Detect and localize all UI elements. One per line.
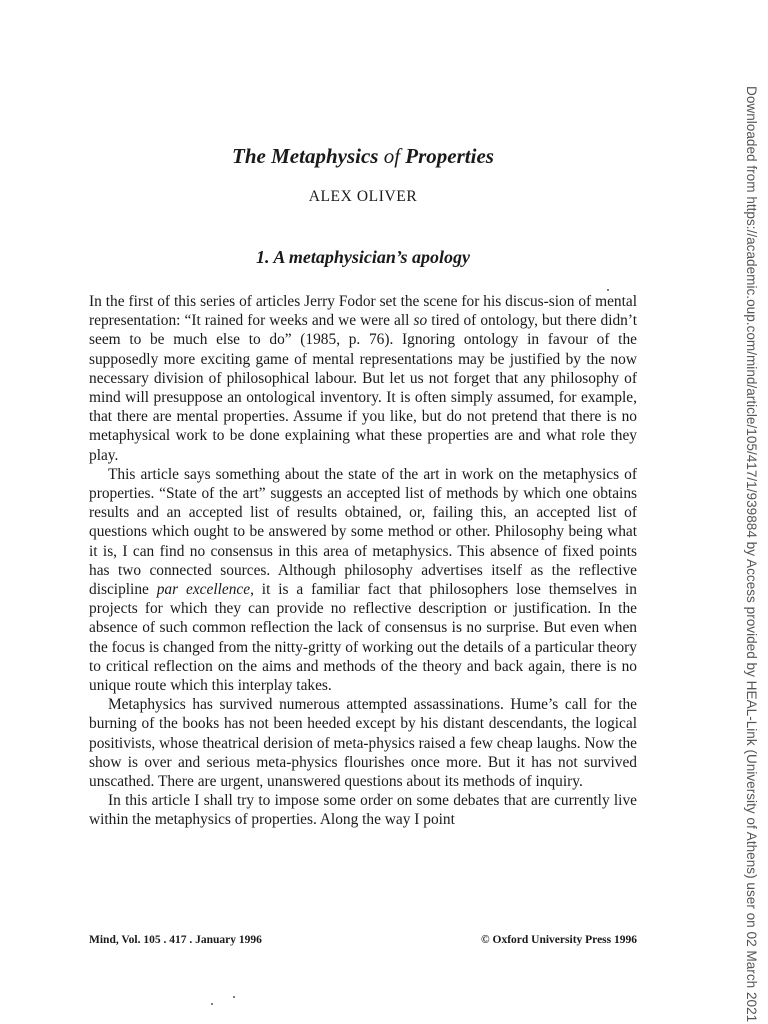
scan-speck <box>233 996 235 998</box>
article-body <box>89 292 637 830</box>
journal-citation: Mind, Vol. 105 . 417 . January 1996 <box>89 934 262 946</box>
text-run: This article says something about the state of the art in work on the metaphysics of properties. “State of the art” suggests an accepted list of methods by which one obtains results and an accepted list of results obtained, or, failing this, an accepted list of questions which ought to be answered by some method or other. Philosophy being what it is, I can find no consensus in this area of metaphysics. This absence of fixed points has two connected sources. Although philosophy advertises itself as the reflective discipline <box>89 465 637 599</box>
title-part: Properties <box>400 144 494 168</box>
paragraph <box>89 292 637 465</box>
paragraph <box>89 465 637 695</box>
download-notice: Downloaded from https://academic.oup.com/mind/article/105/417/1/939884 by Access provided by HEAL-Link (University of Athens) user on 02 March 2021 <box>744 86 759 1023</box>
text-run: Metaphysics has survived numerous attempted assassinations. Hume’s call for the burning of the books has not been heeded except by his distant descendants, the logical positivists, whose theatrical derision of meta-physics raised a few cheap laughs. Now the show is over and serious meta-physics flourishes once more. But it has not survived unscathed. There are urgent, unanswered questions about its methods of inquiry. <box>89 696 637 791</box>
title-part-of: of <box>383 144 401 168</box>
copyright-notice: © Oxford University Press 1996 <box>481 934 637 946</box>
scan-speck <box>607 289 609 291</box>
page-footer <box>89 934 637 946</box>
text-run: In the first of this series of articles Jerry Fodor set the scene for his discus-sion of mental representation: “It rained for weeks and we were all <box>89 293 637 330</box>
text-run: In this article I shall try to impose some order on some debates that are currently live within the metaphysics of properties. Along the way I point <box>89 792 637 829</box>
italic-run: so <box>413 312 428 330</box>
paragraph <box>89 695 637 791</box>
download-sidebar <box>739 86 759 1023</box>
author-name: ALEX OLIVER <box>308 188 418 205</box>
paragraph <box>89 791 637 829</box>
text-run: tired of ontology, but there didn’t seem to be much else to do” (1985, p. 76). Ignoring ontology in favour of the supposedly more exciting game of mental representations may be justified by the now necessary division of philosophical labour. But let us not forget that any philosophy of mind will presuppose an ontological inventory. It is often simply assumed, for example, that there are mental properties. Assume if you like, but do not pretend that there is no metaphysical work to be done explaining what these properties are and what role they play. <box>89 312 638 464</box>
text-run: , it is a familiar fact that philosophers lose themselves in projects for which they can provide no reflective description or justification. In the absence of such common reflection the lack of consensus is no surprise. But even when the focus is changed from the nitty-gritty of working out the details of a particular theory to critical reflection on the aims and methods of the theory and back again, there is no unique route which this interplay takes. <box>89 581 637 695</box>
italic-run: par excellence <box>156 581 251 599</box>
scan-speck <box>211 1003 213 1005</box>
title-part: The Metaphysics <box>232 144 384 168</box>
article-title <box>88 144 638 169</box>
section-heading: 1. A metaphysician’s apology <box>256 247 470 267</box>
